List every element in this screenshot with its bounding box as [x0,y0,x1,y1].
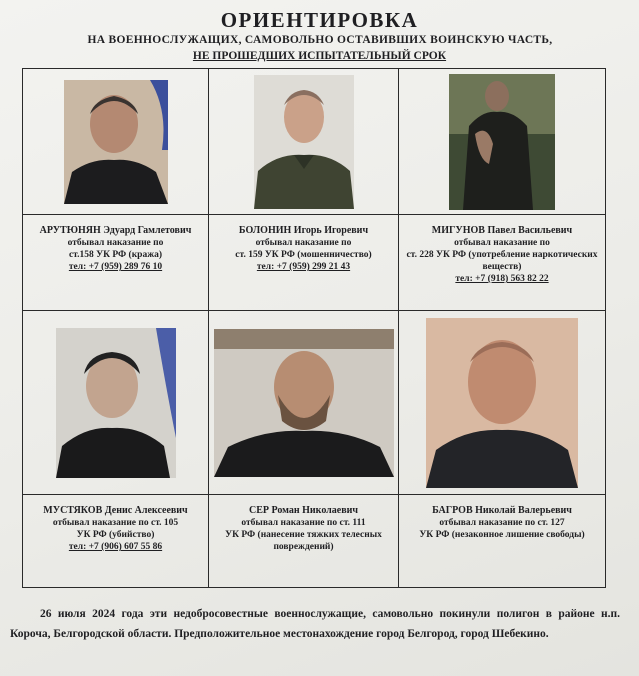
photo-cell-5 [209,311,399,495]
notice-title: ОРИЕНТИРОВКА [220,8,419,32]
photo-cell-2 [209,69,399,215]
person-photo-5 [214,329,394,477]
info-cell-2 [209,215,399,311]
person-photo-6 [426,318,578,488]
person-article: ст. 228 УК РФ (употребление наркотических веществ) [406,250,598,272]
photo-cell-1 [23,69,209,215]
notice-subtitle-underlined: НЕ ПРОШЕДШИХ ИСПЫТАТЕЛЬНЫЙ СРОК [192,50,447,62]
person-sentence: отбывал наказание по ст. 111 [241,518,366,528]
info-cell-5 [209,495,399,587]
person-name: АРУТЮНЯН Эдуард Гамлетович [39,225,192,236]
person-name: МИГУНОВ Павел Васильевич [431,225,573,236]
person-name: МУСТЯКОВ Денис Алексеевич [43,505,188,516]
person-article: ст.158 УК РФ (кража) [68,250,163,260]
person-phone: тел: +7 (918) 563 82 22 [455,274,549,284]
info-cell-3 [399,215,605,311]
person-photo-4 [56,328,176,478]
person-article: ст. 159 УК РФ (мошенничество) [235,250,372,260]
info-cell-1 [23,215,209,311]
notice-footer-text: 26 июля 2024 года эти недобросовестные военнослужащие, самовольно покинули полигон в районе н.п. Короча, Белгородской области. Предположительное местонахождение город Белгород, город Шебекино. [10,608,620,640]
person-sentence: отбывал наказание по ст. 127 [439,518,565,528]
person-article: УК РФ (нанесение тяжких телесных повреждений) [225,530,382,552]
person-article: УК РФ (убийство) [76,530,155,540]
person-sentence: отбывал наказание по [67,238,164,248]
person-phone: тел: +7 (959) 289 76 10 [68,262,163,272]
person-photo-1 [64,80,168,204]
info-cell-4 [23,495,209,587]
person-article: УК РФ (незаконное лишение свободы) [419,530,585,540]
person-name: БОЛОНИН Игорь Игоревич [238,225,369,236]
notice-subtitle: НА ВОЕННОСЛУЖАЩИХ, САМОВОЛЬНО ОСТАВИВШИХ ВОИНСКУЮ ЧАСТЬ, [87,34,553,46]
person-sentence: отбывал наказание по [454,238,550,248]
person-phone: тел: +7 (959) 299 21 43 [256,262,351,272]
person-sentence: отбывал наказание по ст. 105 [52,518,179,528]
persons-table [22,68,606,588]
person-sentence: отбывал наказание по [255,238,352,248]
photo-cell-4 [23,311,209,495]
person-photo-3 [449,74,555,210]
photo-cell-6 [399,311,605,495]
person-photo-2 [254,75,354,209]
info-cell-6 [399,495,605,587]
photo-cell-3 [399,69,605,215]
person-name: СЕР Роман Николаевич [248,505,359,516]
person-phone: тел: +7 (906) 607 55 86 [68,542,163,552]
person-name: БАГРОВ Николай Валерьевич [432,505,572,516]
